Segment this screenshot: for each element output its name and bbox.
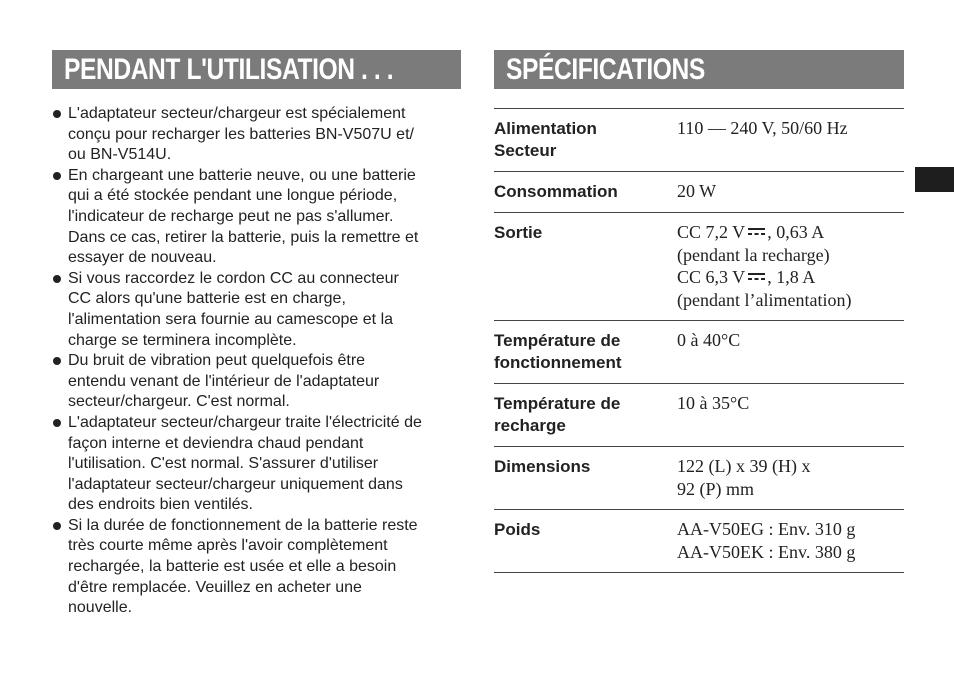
spec-value [677,329,904,374]
spec-value [677,455,904,500]
note-line: Si vous raccordez le cordon CC au connecteur [68,269,399,287]
spec-value [677,221,904,311]
spec-value-text: CC 6,3 V [677,267,746,287]
spec-value [677,392,904,437]
spec-value [677,518,904,563]
specifications-table [494,108,904,573]
note-line: l'indicateur de recharge peut ne pas s'allumer. [68,207,394,225]
spec-row-operating-temperature [494,321,904,384]
section-title-usage-text: PENDANT L'UTILISATION . . . [64,53,394,86]
spec-row-consumption [494,172,904,213]
spec-value-line: 20 W [677,181,717,201]
usage-note [52,516,464,619]
spec-value-text: CC 7,2 V [677,222,746,242]
note-line: d'être remplacée. Veuillez en acheter une [68,578,362,596]
spec-label [494,180,677,203]
spec-label-line: Consommation [494,182,618,201]
note-line: rechargée, la batterie est usée et elle a besoin [68,558,397,576]
usage-note [52,413,464,516]
spec-label [494,117,677,162]
spec-label [494,518,677,563]
note-line: l'alimentation sera fournie au camescope et la [68,310,394,328]
note-line: Dans ce cas, retirer la batterie, puis la remettre et [68,228,419,246]
note-line: nouvelle. [68,599,133,617]
note-line: L'adaptateur secteur/chargeur est spécialement [68,105,406,122]
spec-row-weight [494,510,904,573]
note-line: CC alors qu'une batterie est en charge, [68,290,346,308]
spec-label-line: Dimensions [494,457,591,476]
section-title-specifications-text: SPÉCIFICATIONS [506,53,705,86]
note-line: des endroits bien ventilés. [68,496,253,514]
spec-label [494,455,677,500]
note-line: L'adaptateur secteur/chargeur traite l'électricité de [68,413,422,431]
note-line: Si la durée de fonctionnement de la batterie reste [68,516,418,534]
note-line: conçu pour recharger les batteries BN-V507U et/ [68,125,414,143]
spec-value-line: (pendant l’alimentation) [677,289,852,310]
note-line: En chargeant une batterie neuve, ou une batterie [68,166,416,184]
spec-row-dimensions [494,447,904,510]
spec-value [677,180,904,203]
usage-note [52,269,464,351]
dc-current-icon [748,227,765,237]
spec-value-line: AA-V50EG : Env. 310 g [677,519,856,539]
spec-label [494,221,677,311]
spec-value-text: , 0,63 A [767,222,825,242]
note-line: essayer de nouveau. [68,249,217,267]
spec-row-power-supply [494,109,904,172]
note-line: charge se terminera incomplète. [68,331,297,349]
section-title-specifications [494,50,904,89]
spec-value-line: 122 (L) x 39 (H) x [677,456,811,476]
page-tab-marker [915,167,954,192]
note-line: très courte même après l'avoir complètement [68,537,388,555]
spec-label-line: Alimentation [494,119,597,138]
note-line: qui a été stockée pendant une longue période, [68,187,398,205]
spec-value-line [677,221,904,244]
usage-note [52,351,464,413]
spec-value-line: 92 (P) mm [677,478,755,499]
usage-note [52,166,464,269]
spec-value-line [677,266,904,289]
spec-value-text: , 1,8 A [767,267,816,287]
spec-value-line: (pendant la recharge) [677,244,830,265]
spec-value-line: 10 à 35°C [677,393,750,413]
section-title-usage [52,50,461,89]
spec-value-line: 110 — 240 V, 50/60 Hz [677,118,848,138]
dc-current-icon [748,272,765,282]
spec-value-line: AA-V50EK : Env. 380 g [677,541,856,562]
spec-row-output [494,213,904,321]
spec-value [677,117,904,162]
spec-label [494,392,677,437]
note-line: façon interne et deviendra chaud pendant [68,434,364,452]
note-line: l'adaptateur secteur/chargeur uniquement dans [68,475,403,493]
spec-value-line: 0 à 40°C [677,330,741,350]
spec-label-line: Poids [494,520,541,539]
usage-note [52,104,464,166]
spec-label-line: Secteur [494,141,557,160]
note-line: secteur/chargeur. C'est normal. [68,393,290,411]
spec-label-line: Température de [494,394,621,413]
spec-row-charging-temperature [494,384,904,447]
spec-label-line: Température de [494,331,621,350]
note-line: Du bruit de vibration peut quelquefois être [68,352,366,370]
spec-label-line: fonctionnement [494,353,622,372]
note-line: ou BN-V514U. [68,146,172,164]
usage-notes-list [52,104,464,619]
note-line: l'utilisation. C'est normal. S'assurer d'utiliser [68,455,379,473]
spec-label [494,329,677,374]
spec-label-line: recharge [494,416,566,435]
spec-label-line: Sortie [494,223,543,242]
note-line: entendu venant de l'intérieur de l'adaptateur [68,372,380,390]
